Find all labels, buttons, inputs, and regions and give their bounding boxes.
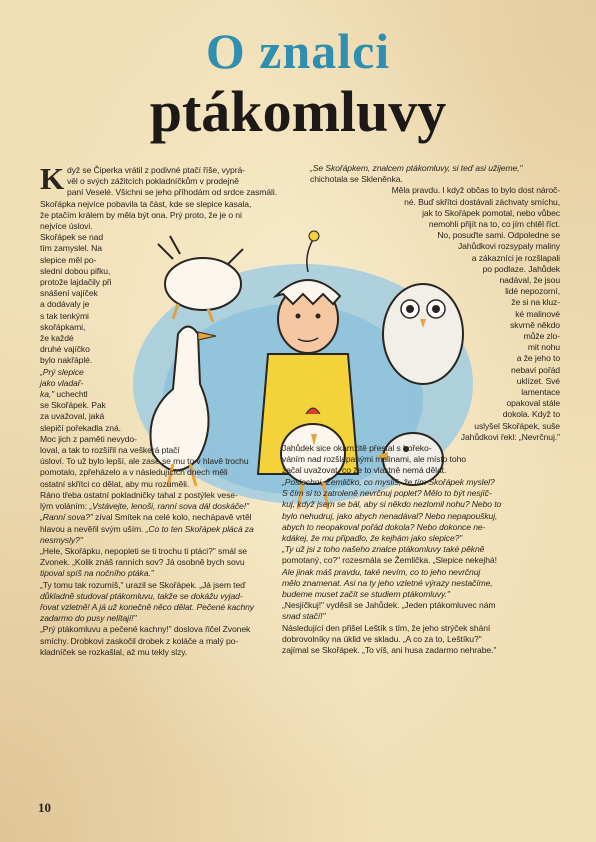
text-line: „Ty tomu tak rozumíš," urazil se Skořápek. „Já jsem teď	[40, 579, 246, 590]
text-line: slední dobou pifku,	[40, 265, 111, 276]
text-line: „Hele, Skořápku, nepopleti se ti trochu ti ptáci?" smál se	[40, 545, 247, 556]
text-line: s tak tenkými	[40, 310, 89, 321]
text-line: nesmysly?"	[40, 534, 83, 545]
text-line: smíchy. Drobkovi zaskočil drobek z koláče a malý po-	[40, 635, 239, 646]
text-line: lamentace	[521, 387, 560, 398]
text-line: pomotaný, co?" rozesmála se Žemlička. „Slepice nekejhá!	[282, 555, 497, 566]
text-line: Ráno třeba ostatní pokladničky tahal z postýlek vese-	[40, 489, 238, 500]
text-line: řovat vzletně! A já už konečně něco dělat. Pečené kachny	[40, 601, 254, 612]
text-line: budeme muset začít se studiem ptákomluvy."	[282, 589, 450, 600]
text-line: „Se Skořápkem, znalcem ptákomluvy, si teď asi užijeme,"	[310, 163, 523, 173]
text-line: „Vstávejte, lenoši, ranní sova dál doskáče!"	[87, 501, 249, 512]
text-line: že každé	[40, 333, 74, 344]
left-column-text	[40, 161, 290, 658]
text-line: dokola. Když to	[502, 409, 560, 420]
text-line: a že jeho to	[516, 353, 560, 364]
text-line: mit nohu	[527, 342, 560, 353]
text-line: S čím si to zatroleně nevrčnuj poplet? Mělo to být nesjíč-	[282, 488, 492, 499]
text-line: za uvažoval, jaká	[40, 411, 105, 422]
text-line: ostatní skřítci co dělat, aby mu rozuměli.	[40, 478, 190, 489]
text-line: že ptačím králem by měla být ona. Prý proto, že je o ni	[40, 209, 242, 220]
text-line: loval, a tak to rozšířil na veškerá ptačí	[40, 445, 180, 456]
text-line: nadával, že jsou	[499, 275, 560, 286]
text-line: abych to neopakoval pořád dokola? Nebo dokonce ne-	[282, 521, 486, 532]
text-line: zadarmo do pusy nelítají!"	[40, 613, 137, 624]
text-line: důkladně studoval ptákomluvu, takže se dokážu vyjad-	[40, 590, 243, 601]
text-line: úsloví. To už bylo lepší, ale zase se mu to v hlavě trochu	[40, 456, 249, 467]
text-line: váním nad rozšlapanými malinami, ale místo toho	[282, 454, 466, 465]
text-line: po podlaze. Jahůdek	[482, 263, 560, 274]
title-line2: ptákomluvy	[149, 79, 447, 144]
dropcap: K	[40, 161, 65, 196]
text-line: dyž se Čiperka vrátil z podivné ptačí říše, vyprá-	[67, 165, 245, 175]
text-line: skořápkami,	[40, 321, 86, 332]
text-line: paní Veselé. Všichni se jeho příhodám od srdce zasmáli.	[67, 187, 277, 198]
text-line: uklízet. Své	[516, 375, 560, 386]
text-line: kladníček se rozkašlal, až mu tekly slzy.	[40, 646, 188, 657]
text-line: protože lajdačily při	[40, 277, 112, 288]
text-line: chichotala se Skleněnka.	[310, 174, 403, 185]
text-line: slepičí pořekadla zná.	[40, 422, 121, 433]
text-line: dobrovolníky na úklid ve skladu. „A co za to, Leštíku?"	[282, 633, 482, 644]
text-line: věl o svých zážitcích pokladníčkům v prodejně	[67, 176, 239, 187]
text-line: zíval Smítek na celé kolo, nechápavě vrtěl	[92, 512, 252, 523]
text-line: nemohli přijít na to, co jím chtěl říct.	[428, 219, 560, 230]
text-line: Ale jinak máš pravdu, také nevím, co to jeho nevrčnuj	[282, 566, 481, 577]
text-line: jako vladař-	[40, 377, 84, 388]
text-line: snad stačí!"	[282, 611, 326, 622]
text-line: může zlo-	[523, 331, 560, 342]
text-line: „Prý slepice	[40, 366, 84, 377]
text-line: pomotalo, zpřeházelo a v následujících dnech měli	[40, 467, 228, 478]
text-line: Jahůdek sice okamžitě přestal s hořeko-	[282, 443, 432, 454]
text-line: Moc jich z paměti nevydo-	[40, 433, 137, 444]
text-line: lým voláním:	[40, 501, 88, 512]
text-line: nebaví pořád	[511, 364, 560, 375]
text-line: uchechtl	[54, 389, 88, 400]
text-line: zajímal se Skořápek. „To víš, ani husa zadarmo nehrabe."	[282, 645, 497, 656]
text-line: začal uvažovat, co že to vlastně nemá dělat.	[282, 465, 447, 476]
text-line: né. Buď skřítci dostávali záchvaty smíchu,	[404, 196, 560, 207]
text-line: Skořápek se nad	[40, 232, 103, 243]
text-line: „Ty už jsi z toho našeho znalce ptákomluvy také pěkně	[282, 544, 485, 555]
text-line: kdákej, že mu připadlo, že kejhám jako slepice?"	[282, 533, 463, 544]
right-column-bottom-text	[282, 477, 566, 656]
text-line: bylo nakřáplé.	[40, 355, 93, 366]
text-line: Zvonek. „Kolik znáš ranních sov? Já osobně bych sovu	[40, 557, 245, 568]
text-line: snášení vajíček	[40, 288, 98, 299]
text-line: ké malinové	[515, 308, 560, 319]
text-line: se Skořápek. Pak	[40, 400, 106, 411]
page-number: 10	[38, 800, 51, 815]
text-line: hlavou a nevěřil svým uším.	[40, 523, 144, 534]
text-line: jak to Skořápek pomotal, nebo vůbec	[422, 207, 560, 218]
text-line: ka,"	[40, 389, 55, 400]
text-line: bylo nehudruj, jako abych nenadával? Nebo nepapouškuj,	[282, 510, 498, 521]
text-line: No, posuďte sami. Odpoledne se	[437, 230, 560, 241]
text-line: Měla pravdu. I když občas to bylo dost nároč-	[391, 185, 560, 196]
text-line: Skořápka nejvíce pobavila ta část, kde se slepice kasala,	[40, 198, 252, 209]
text-line: uslyšel Skořápek, suše	[474, 420, 560, 431]
title-line1: O znalci	[205, 23, 391, 79]
text-line: a zákazníci je rozšlapali	[471, 252, 560, 263]
text-line: „Prý ptákomluvu a pečené kachny!" doslova řičel Zvonek	[40, 624, 251, 635]
text-line: skvrně někdo	[510, 319, 560, 330]
text-line: a dodávaly je	[40, 299, 90, 310]
text-line: druhé vajíčko	[40, 344, 90, 355]
text-line: Jahůdkovi řekl: „Nevrčnuj."	[460, 431, 560, 442]
right-column-top-text	[282, 163, 560, 477]
text-line: „Ranní sova?"	[40, 512, 93, 523]
text-line: lidé nepozorní,	[505, 286, 560, 297]
text-line: tipoval spíš na nočního ptáka."	[40, 568, 154, 579]
text-line: kuj, když jsem se bál, aby si někdo nezlomil nohu? Nebo to	[282, 499, 502, 510]
text-line: slepice měl po-	[40, 254, 97, 265]
text-line: že si na kluz-	[511, 297, 560, 308]
text-line: „Poslechni, Žemličko, co myslíš, že tím Skořápek myslel?	[282, 477, 495, 487]
text-line: mělo znamenat. Asi na ty jeho vzletné výrazy nestačíme,	[282, 577, 493, 588]
text-line: opakoval stále	[506, 398, 560, 409]
text-line: tím zamyslel. Na	[40, 243, 102, 254]
text-line: Následující den přišel Leštík s tím, že jeho strýček shání	[282, 622, 491, 633]
text-line: „Co to ten Skořápek plácá za	[143, 523, 254, 534]
text-line: „Nesjíčkuj!" vyděsil se Jahůdek. „Jeden ptákomluvec nám	[282, 600, 496, 611]
text-line: Jahůdkovi rozsypaly maliny	[457, 241, 560, 252]
text-line: nejvíce úslovi.	[40, 221, 93, 232]
